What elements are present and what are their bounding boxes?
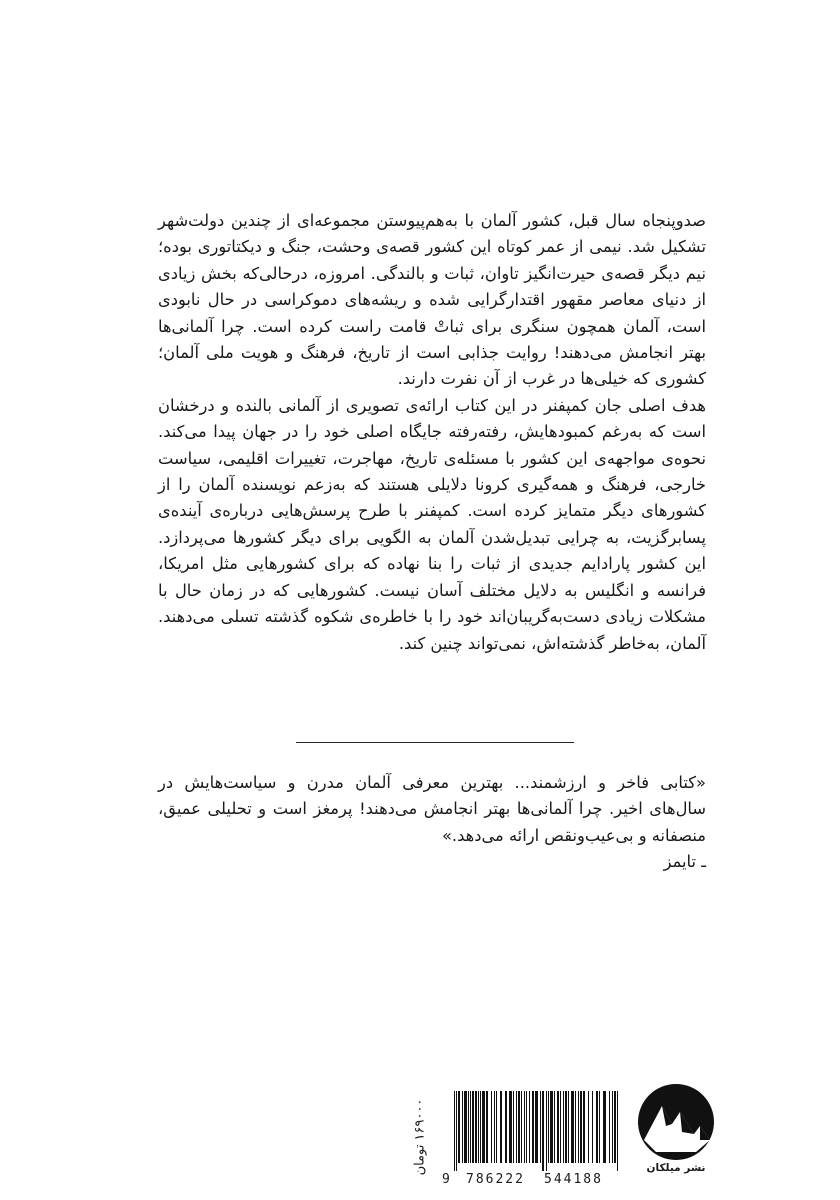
barcode-bar bbox=[529, 1091, 530, 1163]
barcode-bar bbox=[596, 1091, 598, 1163]
barcode-bar bbox=[571, 1091, 574, 1163]
barcode-bar bbox=[565, 1091, 567, 1163]
barcode-bar bbox=[509, 1091, 512, 1163]
description-paragraph-2: هدف اصلی جان کمپفنر در این کتاب ارائه‌ی تصویری از آلمانی بالنده و درخشان است که به‌رغم کمبودهایش، رفته‌رفته جایگاه اصلی خود را در جهان پیدا می‌کند. نحوه‌ی مواجهه‌ی این کشور با مسئله‌ی تاریخ، مهاجرت، تغییرات اقلیمی، سیاست خارجی، فرهنگ و همه‌گیری کرونا دلایلی هستند که به‌زعم نویسنده آلمان را از کشورهای دیگر متمایز کرده است. کمپفنر با طرح پرسش‌هایی درباره‌ی آینده‌ی پسابرگزیت، به چرایی تبدیل‌شدن آلمان به الگویی برای دیگر کشورها می‌پردازد. این کشور پارادایم جدیدی از ثبات را بنا نهاده که برای کشورهایی مثل امریکا، فرانسه و انگلیس به دلایل مختلف آسان نیست. کشورهایی که در زمان حال با مشکلات زیادی دست‌به‌گریبان‌اند خود را با خاطره‌ی شکوه گذشته تسلی می‌دهند. آلمان، به‌خاطر گذشته‌اش، نمی‌تواند چنین کند. bbox=[158, 395, 706, 653]
barcode-bar bbox=[612, 1091, 613, 1163]
barcode-bar bbox=[472, 1091, 474, 1163]
barcode-bar bbox=[491, 1091, 492, 1163]
barcode-bar bbox=[470, 1091, 471, 1163]
barcode-bar bbox=[542, 1091, 544, 1171]
barcode-bar bbox=[578, 1091, 579, 1163]
barcode-bar bbox=[546, 1091, 547, 1171]
barcode-bar bbox=[560, 1091, 561, 1163]
review-source: ـ تایمز bbox=[663, 852, 706, 872]
section-divider bbox=[296, 742, 574, 743]
barcode-bar bbox=[563, 1091, 564, 1163]
barcode-bar bbox=[575, 1091, 576, 1163]
price-text: ۱۶۹۰۰۰ تومان bbox=[412, 1098, 428, 1176]
barcode-bar bbox=[617, 1091, 618, 1171]
barcode-bar bbox=[568, 1091, 569, 1163]
barcode-bar bbox=[540, 1091, 541, 1163]
barcode-bar bbox=[603, 1091, 606, 1163]
review-quote: «کتابی فاخر و ارزشمند... بهترین معرفی آلمان مدرن و سیاست‌هایش در سال‌های اخیر. چرا آلمانی‌ها بهتر انجامش می‌دهند! پرمغز است و تحلیلی عمیق، منصفانه و بی‌عیب‌ونقص ارائه می‌دهد.» bbox=[158, 773, 706, 845]
barcode-bar bbox=[513, 1091, 514, 1163]
publisher-logo bbox=[636, 1082, 716, 1188]
barcode-bar bbox=[456, 1091, 457, 1171]
barcode-bar bbox=[496, 1091, 497, 1163]
barcode-bar bbox=[609, 1091, 610, 1163]
barcode-bar bbox=[516, 1091, 517, 1163]
barcode-first-digit: 9 bbox=[442, 1171, 450, 1187]
barcode-bar bbox=[468, 1091, 469, 1163]
barcode-bars bbox=[440, 1087, 630, 1171]
barcode-digits bbox=[440, 1171, 630, 1187]
barcode-bar bbox=[505, 1091, 507, 1163]
barcode-bar bbox=[475, 1091, 477, 1163]
barcode-bar bbox=[521, 1091, 522, 1163]
barcode-bar bbox=[557, 1091, 559, 1163]
barcode-bar bbox=[599, 1091, 600, 1163]
barcode-bar bbox=[494, 1091, 495, 1163]
barcode-bar bbox=[482, 1091, 485, 1163]
barcode-bar bbox=[532, 1091, 534, 1163]
barcode-bar bbox=[462, 1091, 463, 1163]
barcode-bar bbox=[580, 1091, 582, 1163]
barcode-bar bbox=[486, 1091, 488, 1163]
barcode-right-digits: 544188 bbox=[544, 1171, 603, 1187]
barcode-bar bbox=[535, 1091, 538, 1163]
barcode-bar bbox=[458, 1091, 460, 1163]
price-label bbox=[400, 1092, 440, 1182]
barcode-bar bbox=[548, 1091, 549, 1163]
barcode-bar bbox=[588, 1091, 589, 1163]
barcode-bar bbox=[478, 1091, 479, 1163]
back-cover-description bbox=[158, 208, 706, 657]
review-blurb bbox=[158, 770, 706, 876]
barcode-bar bbox=[480, 1091, 481, 1163]
barcode-bar bbox=[464, 1091, 467, 1163]
barcode-bar bbox=[592, 1091, 593, 1163]
publisher-name: نشر میلکان bbox=[646, 1162, 706, 1174]
barcode-bar bbox=[454, 1091, 455, 1171]
barcode-bar bbox=[583, 1091, 585, 1163]
barcode-bar bbox=[550, 1091, 553, 1163]
barcode-bar bbox=[518, 1091, 520, 1163]
description-paragraph-1: صدوپنجاه سال قبل، کشور آلمان با به‌هم‌پیوستن مجموعه‌ای از چندین دولت‌شهر تشکیل شد. نیمی از عمر کوتاه این کشور قصه‌ی وحشت، جنگ و دیکتاتوری بوده؛ نیم دیگر قصه‌ی حیرت‌انگیز تاوان، ثبات و بالندگی. امروزه، درحالی‌که بخش زیادی از دنیای معاصر مقهور اقتدارگرایی شده و ریشه‌های دموکراسی در حال نابودی است، آلمان همچون سنگری برای ثباتْ قامت راست کرده است. چرا آلمانی‌ها بهتر انجامش می‌دهند! روایت جذابی است از تاریخ، فرهنگ و هویت ملی آلمان؛ کشوری که خیلی‌ها در غرب از آن نفرت دارند. bbox=[158, 211, 706, 389]
isbn-barcode bbox=[440, 1087, 630, 1187]
barcode-bar bbox=[614, 1091, 616, 1163]
barcode-bar bbox=[526, 1091, 527, 1163]
barcode-bar bbox=[524, 1091, 525, 1163]
barcode-bar bbox=[554, 1091, 555, 1163]
barcode-left-digits: 786222 bbox=[466, 1171, 525, 1187]
barcode-bar bbox=[500, 1091, 502, 1163]
mountains-logo-icon bbox=[636, 1082, 716, 1162]
